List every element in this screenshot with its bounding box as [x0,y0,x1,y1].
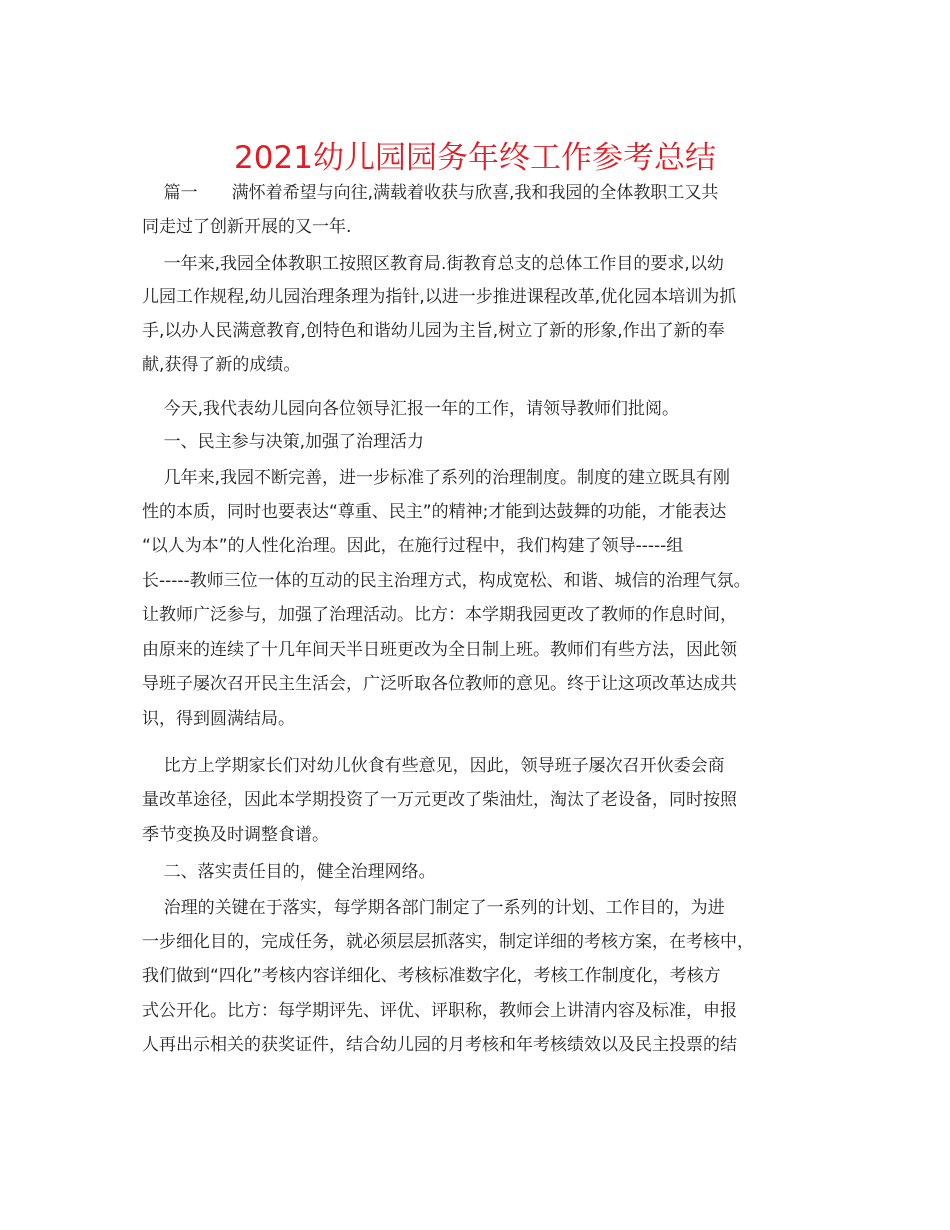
text-line: 性的本质，同时也要表达“尊重、民主”的精神;才能到达鼓舞的功能，才能表达 [142,502,727,522]
text-line: 季节变换及时调整食谱。 [142,825,329,845]
text-line: 让教师广泛参与，加强了治理活动。比方：本学期我园更改了教师的作息时间， [142,605,737,625]
text-line: “以人为本”的人性化治理。因此，在施行过程中，我们构建了领导-----组 [142,536,684,556]
text-line: 长-----教师三位一体的互动的民主治理方式，构成宽松、和谐、城信的治理气氛。 [142,571,751,591]
text-line: 篇一 满怀着希望与向往,满载着收获与欣喜,我和我园的全体教职工又共 [142,183,719,203]
text-line: 治理的关键在于落实，每学期各部门制定了一系列的计划、工作目的，为进 [142,898,725,918]
text-line: 今天,我代表幼儿园向各位领导汇报一年的工作，请领导教师们批阅。 [142,399,680,419]
text-line: 量改革途径，因此本学期投资了一万元更改了柴油灶，淘汰了老设备，同时按照 [142,790,737,810]
text-line: 由原来的连续了十几年间天半日班更改为全日制上班。教师们有些方法，因此领 [142,640,737,660]
text-line: 导班子屡次召开民主生活会，广泛听取各位教师的意见。终于让这项改革达成共 [142,674,737,694]
text-line: 我们做到“四化”考核内容详细化、考核标准数字化，考核工作制度化，考核方 [142,966,721,986]
text-line: 献,获得了新的成绩。 [142,355,301,375]
text-line: 几年来,我园不断完善，进一步标准了系列的治理制度。制度的建立既具有刚 [142,468,731,488]
text-line: 儿园工作规程,幼儿园治理条理为指针,以进一步推进课程改革,优化园本培训为抓 [142,287,737,307]
section-heading: 一、民主参与决策,加强了治理活力 [142,432,425,452]
text-line: 同走过了创新开展的又一年. [142,217,352,237]
text-line: 识，得到圆满结局。 [142,709,295,729]
text-line: 式公开化。比方：每学期评先、评优、评职称，教师会上讲清内容及标准，申报 [142,1001,737,1021]
document-title: 2021幼儿园园务年终工作参考总结 [234,140,716,176]
text-line: 手,以办人民满意教育,创特色和谐幼儿园为主旨,树立了新的形象,作出了新的奉 [142,321,725,341]
text-line: 一年来,我园全体教职工按照区教育局.街教育总支的总体工作目的要求,以幼 [142,254,724,274]
text-line: 人再出示相关的获奖证件，结合幼儿园的月考核和年考核绩效以及民主投票的结 [142,1035,737,1055]
text-line: 比方上学期家长们对幼儿伙食有些意见，因此，领导班子屡次召开伙委会商 [142,756,725,776]
section-heading: 二、落实责任目的，健全治理网络。 [142,862,436,882]
text-line: 一步细化目的，完成任务，就必须层层抓落实，制定详细的考核方案，在考核中， [142,932,754,952]
